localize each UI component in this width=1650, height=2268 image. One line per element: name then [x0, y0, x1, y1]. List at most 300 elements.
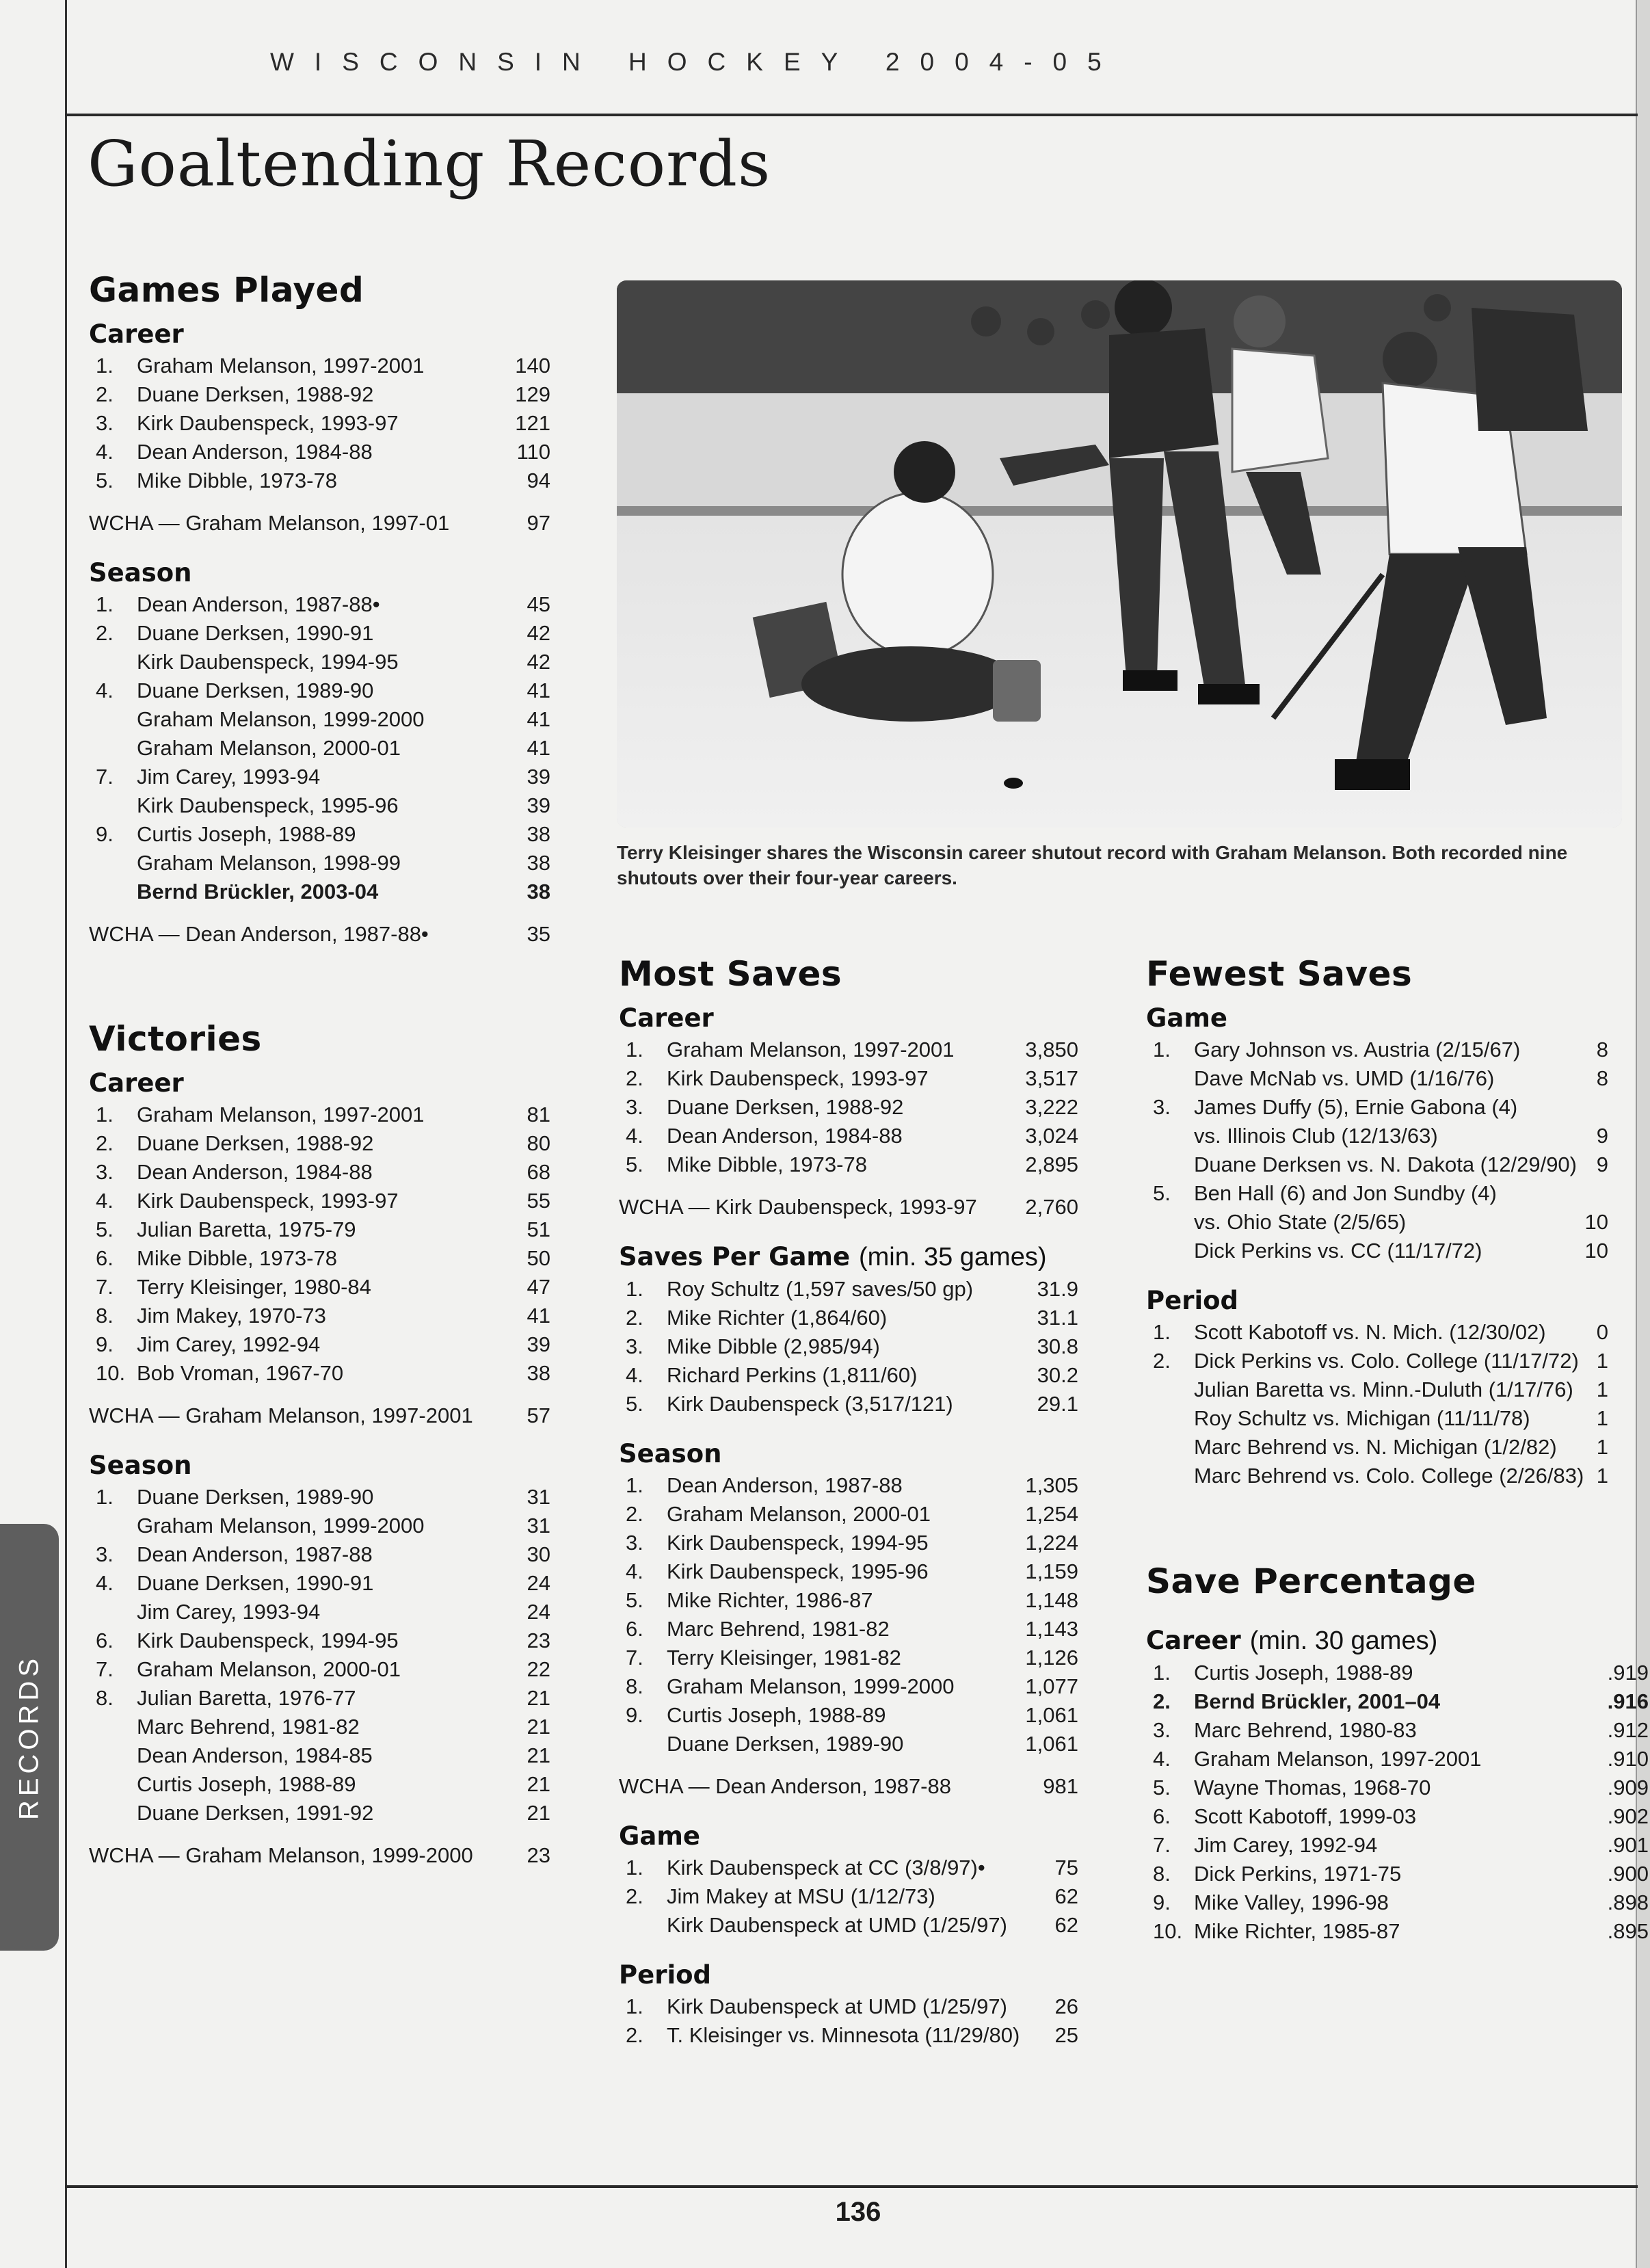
record-row	[1146, 1462, 1608, 1490]
record-rank: 2.	[626, 1502, 643, 1526]
record-row	[89, 1273, 550, 1302]
wcha-record-name: WCHA — Graham Melanson, 1997-2001	[89, 1403, 473, 1427]
subsection-heading: Period	[1146, 1286, 1239, 1315]
record-row	[89, 1569, 550, 1598]
record-name: Graham Melanson, 2000-01	[137, 736, 401, 760]
record-value: 3,222	[1025, 1095, 1078, 1119]
record-row	[89, 409, 550, 438]
record-rank: 6.	[96, 1629, 114, 1652]
record-value: 129	[515, 382, 550, 406]
record-row	[619, 1150, 1078, 1179]
record-rank: 2.	[1153, 1689, 1171, 1713]
record-value: 10	[1584, 1239, 1608, 1263]
record-row	[89, 590, 550, 619]
record-row	[1146, 1888, 1649, 1917]
record-name: Graham Melanson, 2000-01	[137, 1657, 401, 1681]
record-value: .909	[1607, 1776, 1649, 1799]
record-list	[1146, 1036, 1608, 1265]
record-list	[619, 1854, 1078, 1940]
record-row	[619, 1064, 1078, 1093]
record-rank: 2.	[626, 1306, 643, 1330]
record-name: Graham Melanson, 1997-2001	[1194, 1747, 1482, 1771]
record-name: Richard Perkins (1,811/60)	[667, 1363, 918, 1387]
record-rank: 3.	[96, 411, 114, 435]
record-row	[1146, 1208, 1608, 1237]
record-name: Marc Behrend, 1980-83	[1194, 1718, 1417, 1742]
record-rank: 4.	[96, 1571, 114, 1595]
record-name: Gary Johnson vs. Austria (2/15/67)	[1194, 1038, 1521, 1062]
record-value: 1	[1596, 1406, 1608, 1430]
wcha-record-name: WCHA — Graham Melanson, 1997-01	[89, 511, 450, 535]
record-rank: 2.	[626, 1066, 643, 1090]
record-name: Julian Baretta, 1975-79	[137, 1217, 356, 1241]
wcha-record-row	[89, 509, 550, 538]
record-rank: 1.	[1153, 1320, 1171, 1344]
record-value: 47	[527, 1275, 550, 1299]
record-rank: 8.	[96, 1686, 114, 1710]
side-tab	[0, 1524, 59, 1951]
record-row	[89, 1713, 550, 1741]
record-name: Kirk Daubenspeck, 1993-97	[137, 411, 399, 435]
record-value: 9	[1596, 1152, 1608, 1176]
record-row	[1146, 1122, 1608, 1150]
record-rank: 2.	[626, 1884, 643, 1908]
record-list	[619, 1036, 1078, 1222]
record-name: Duane Derksen, 1988-92	[137, 1131, 374, 1155]
wcha-record-name: WCHA — Graham Melanson, 1999-2000	[89, 1843, 473, 1867]
record-value: 42	[527, 650, 550, 674]
record-name: Graham Melanson, 1997-2001	[137, 354, 425, 378]
record-name: Mike Dibble (2,985/94)	[667, 1334, 880, 1358]
record-value: 21	[527, 1772, 550, 1796]
record-row	[89, 466, 550, 495]
record-row	[89, 878, 550, 906]
record-name: Dick Perkins vs. Colo. College (11/17/72)	[1194, 1349, 1579, 1373]
record-list	[89, 352, 550, 538]
record-rank: 10.	[1153, 1919, 1183, 1943]
record-value: 121	[515, 411, 550, 435]
record-rank: 1.	[626, 1856, 643, 1880]
record-value: 80	[527, 1131, 550, 1155]
record-name: Kirk Daubenspeck, 1994-95	[137, 1629, 399, 1652]
record-value: .898	[1607, 1890, 1649, 1914]
record-rank: 1.	[626, 1994, 643, 2018]
record-name: Ben Hall (6) and Jon Sundby (4)	[1194, 1181, 1497, 1205]
record-value: 23	[527, 1629, 550, 1652]
victories-section	[89, 1019, 550, 1870]
record-row	[1146, 1064, 1608, 1093]
record-name: Kirk Daubenspeck, 1993-97	[667, 1066, 929, 1090]
record-row	[89, 1100, 550, 1129]
record-name: Graham Melanson, 1999-2000	[137, 1514, 425, 1538]
record-name: vs. Ohio State (2/5/65)	[1194, 1210, 1407, 1234]
subsection-note: (min. 35 games)	[858, 1243, 1047, 1271]
record-name: Graham Melanson, 1999-2000	[137, 707, 425, 731]
record-name: Duane Derksen, 1990-91	[137, 1571, 374, 1595]
bottom-rule	[65, 2185, 1638, 2188]
record-name: Bernd Brückler, 2003-04	[137, 880, 379, 904]
wcha-record-value: 23	[527, 1843, 550, 1867]
record-value: 29.1	[1037, 1392, 1078, 1416]
record-name: Jim Carey, 1992-94	[1194, 1833, 1378, 1857]
record-name: Duane Derksen, 1990-91	[137, 621, 374, 645]
record-row	[619, 1332, 1078, 1361]
record-name: Julian Baretta, 1976-77	[137, 1686, 356, 1710]
record-name: Curtis Joseph, 1988-89	[667, 1703, 886, 1727]
record-name: Mike Richter, 1985-87	[1194, 1919, 1400, 1943]
record-rank: 3.	[96, 1160, 114, 1184]
record-rank: 5.	[626, 1588, 643, 1612]
record-row	[619, 1701, 1078, 1730]
subsection-heading: Season	[89, 558, 192, 588]
subsection-heading: Period	[619, 1960, 712, 1990]
record-rank: 2.	[626, 2023, 643, 2047]
record-value: 1	[1596, 1435, 1608, 1459]
record-row	[619, 1615, 1078, 1644]
record-name: James Duffy (5), Ernie Gabona (4)	[1194, 1095, 1518, 1119]
record-value: 41	[527, 678, 550, 702]
record-name: Marc Behrend, 1981-82	[667, 1617, 890, 1641]
record-value: 1	[1596, 1377, 1608, 1401]
record-value: 140	[515, 354, 550, 378]
record-rank: 7.	[96, 765, 114, 789]
record-value: 31.9	[1037, 1277, 1078, 1301]
record-value: 3,517	[1025, 1066, 1078, 1090]
record-value: 22	[527, 1657, 550, 1681]
record-rank: 6.	[1153, 1804, 1171, 1828]
wcha-record-value: 981	[1043, 1774, 1078, 1798]
wcha-record-value: 35	[527, 922, 550, 946]
record-row	[619, 1390, 1078, 1419]
record-row	[619, 1854, 1078, 1882]
wcha-record-row	[619, 1193, 1078, 1222]
record-list	[1146, 1659, 1649, 1946]
record-name: Terry Kleisinger, 1980-84	[137, 1275, 371, 1299]
record-value: 3,024	[1025, 1124, 1078, 1148]
page-number: 136	[835, 2197, 881, 2227]
record-rank: 3.	[1153, 1718, 1171, 1742]
subsection-heading: Game	[619, 1821, 700, 1851]
wcha-record-name: WCHA — Dean Anderson, 1987-88•	[89, 922, 429, 946]
record-rank: 5.	[96, 1217, 114, 1241]
record-name: Kirk Daubenspeck at CC (3/8/97)•	[667, 1856, 985, 1880]
record-row	[1146, 1802, 1649, 1831]
record-row	[89, 1302, 550, 1330]
record-row	[619, 1361, 1078, 1390]
record-value: 24	[527, 1600, 550, 1624]
record-name: Marc Behrend, 1981-82	[137, 1715, 360, 1739]
record-rank: 5.	[1153, 1776, 1171, 1799]
record-row	[619, 1529, 1078, 1557]
record-row	[89, 1512, 550, 1540]
record-value: 30	[527, 1542, 550, 1566]
record-name: Curtis Joseph, 1988-89	[137, 1772, 356, 1796]
record-value: 50	[527, 1246, 550, 1270]
record-row	[89, 791, 550, 820]
record-value: 38	[527, 822, 550, 846]
record-name: Dean Anderson, 1987-88	[137, 1542, 373, 1566]
record-value: .902	[1607, 1804, 1649, 1828]
record-row	[89, 1187, 550, 1215]
record-rank: 9.	[96, 822, 114, 846]
record-rank: 4.	[626, 1124, 643, 1148]
save-percentage-section	[1146, 1561, 1649, 1946]
record-row	[89, 705, 550, 734]
subsection-note: (min. 30 games)	[1249, 1626, 1438, 1655]
running-head: WISCONSIN HOCKEY 2004-05	[270, 48, 1122, 76]
record-list	[89, 590, 550, 949]
record-value: 31	[527, 1514, 550, 1538]
record-row	[89, 1330, 550, 1359]
record-name: Mike Dibble, 1973-78	[137, 469, 337, 492]
record-rank: 4.	[626, 1363, 643, 1387]
record-value: .912	[1607, 1718, 1649, 1742]
record-name: Graham Melanson, 1997-2001	[667, 1038, 955, 1062]
record-rank: 3.	[1153, 1095, 1171, 1119]
record-name: Terry Kleisinger, 1981-82	[667, 1646, 901, 1670]
record-value: 38	[527, 851, 550, 875]
record-row	[619, 1557, 1078, 1586]
most-saves-section	[619, 954, 1078, 2050]
record-value: 38	[527, 1361, 550, 1385]
record-value: 41	[527, 707, 550, 731]
record-rank: 3.	[96, 1542, 114, 1566]
record-value: .895	[1607, 1919, 1649, 1943]
record-row	[1146, 1433, 1608, 1462]
record-name: Roy Schultz (1,597 saves/50 gp)	[667, 1277, 974, 1301]
record-value: 1,254	[1025, 1502, 1078, 1526]
record-value: 1,305	[1025, 1473, 1078, 1497]
fewest-saves-section	[1146, 954, 1608, 1490]
record-name: Duane Derksen vs. N. Dakota (12/29/90)	[1194, 1152, 1577, 1176]
record-row	[89, 1770, 550, 1799]
record-list	[89, 1100, 550, 1430]
record-row	[89, 380, 550, 409]
record-rank: 1.	[626, 1277, 643, 1301]
record-rank: 1.	[1153, 1661, 1171, 1685]
side-tab-label: RECORDS	[14, 1654, 44, 1821]
games-played-section	[89, 270, 550, 949]
record-value: 21	[527, 1801, 550, 1825]
record-value: 39	[527, 793, 550, 817]
subsection-heading	[619, 1242, 1078, 1272]
record-list	[1146, 1318, 1608, 1490]
record-rank: 4.	[96, 678, 114, 702]
record-row	[619, 1882, 1078, 1911]
record-rank: 7.	[626, 1646, 643, 1670]
record-row	[1146, 1716, 1649, 1745]
record-value: 68	[527, 1160, 550, 1184]
record-rank: 7.	[1153, 1833, 1171, 1857]
record-name: Kirk Daubenspeck, 1994-95	[667, 1531, 929, 1555]
record-rank: 1.	[626, 1473, 643, 1497]
record-rank: 1.	[96, 1485, 114, 1509]
record-name: Duane Derksen, 1989-90	[137, 1485, 374, 1509]
record-row	[619, 1093, 1078, 1122]
record-row	[1146, 1237, 1608, 1265]
record-row	[619, 1911, 1078, 1940]
record-name: Duane Derksen, 1991-92	[137, 1801, 374, 1825]
record-rank: 3.	[626, 1095, 643, 1119]
record-name: Graham Melanson, 1998-99	[137, 851, 401, 875]
record-row	[1146, 1917, 1649, 1946]
record-value: .901	[1607, 1833, 1649, 1857]
record-value: 1,224	[1025, 1531, 1078, 1555]
record-row	[1146, 1318, 1608, 1347]
section-heading: Fewest Saves	[1146, 954, 1413, 994]
record-name: Kirk Daubenspeck (3,517/121)	[667, 1392, 953, 1416]
record-row	[1146, 1687, 1649, 1716]
record-value: 21	[527, 1686, 550, 1710]
record-value: .910	[1607, 1747, 1649, 1771]
wcha-record-row	[89, 1401, 550, 1430]
subsection-heading: Season	[89, 1451, 192, 1480]
record-rank: 4.	[96, 1189, 114, 1213]
record-value: 39	[527, 765, 550, 789]
record-value: 41	[527, 736, 550, 760]
wcha-record-value: 97	[527, 511, 550, 535]
record-rank: 5.	[626, 1152, 643, 1176]
record-value: 1,159	[1025, 1559, 1078, 1583]
record-rank: 9.	[96, 1332, 114, 1356]
record-value: .916	[1607, 1689, 1649, 1713]
record-name: T. Kleisinger vs. Minnesota (11/29/80)	[667, 2023, 1020, 2047]
record-value: 21	[527, 1715, 550, 1739]
record-rank: 4.	[1153, 1747, 1171, 1771]
record-rank: 5.	[96, 469, 114, 492]
record-rank: 8.	[626, 1674, 643, 1698]
record-name: Roy Schultz vs. Michigan (11/11/78)	[1194, 1406, 1530, 1430]
record-rank: 1.	[626, 1038, 643, 1062]
record-row	[89, 820, 550, 849]
record-name: Jim Carey, 1993-94	[137, 1600, 321, 1624]
left-margin-rule	[65, 0, 67, 2268]
record-name: Dean Anderson, 1987-88	[667, 1473, 903, 1497]
record-row	[619, 1644, 1078, 1672]
record-row	[89, 676, 550, 705]
record-row	[89, 1158, 550, 1187]
record-name: Julian Baretta vs. Minn.-Duluth (1/17/76)	[1194, 1377, 1573, 1401]
record-rank: 3.	[626, 1334, 643, 1358]
record-value: 38	[527, 880, 550, 904]
record-row	[619, 1672, 1078, 1701]
record-row	[1146, 1773, 1649, 1802]
record-name: Wayne Thomas, 1968-70	[1194, 1776, 1431, 1799]
record-name: Graham Melanson, 1999-2000	[667, 1674, 955, 1698]
record-name: Graham Melanson, 2000-01	[667, 1502, 931, 1526]
record-row	[89, 1684, 550, 1713]
record-row	[1146, 1179, 1608, 1208]
subsection-heading: Career	[619, 1003, 714, 1033]
record-name: Kirk Daubenspeck at UMD (1/25/97)	[667, 1994, 1007, 2018]
record-list	[619, 1992, 1078, 2050]
record-name: Dean Anderson, 1984-88	[667, 1124, 903, 1148]
top-rule	[65, 114, 1638, 116]
record-rank: 1.	[1153, 1038, 1171, 1062]
wcha-record-name: WCHA — Kirk Daubenspeck, 1993-97	[619, 1195, 977, 1219]
record-name: Dean Anderson, 1984-88	[137, 1160, 373, 1184]
record-row	[89, 763, 550, 791]
record-list	[619, 1471, 1078, 1801]
record-name: Jim Carey, 1993-94	[137, 765, 321, 789]
record-name: Jim Makey, 1970-73	[137, 1304, 326, 1328]
subsection-heading: Season	[619, 1439, 722, 1468]
record-name: Bernd Brückler, 2001–04	[1194, 1689, 1441, 1713]
record-row	[619, 1036, 1078, 1064]
record-value: 3,850	[1025, 1038, 1078, 1062]
record-row	[89, 1799, 550, 1828]
record-value: 0	[1596, 1320, 1608, 1344]
record-name: Scott Kabotoff vs. N. Mich. (12/30/02)	[1194, 1320, 1546, 1344]
record-name: Mike Richter (1,864/60)	[667, 1306, 888, 1330]
record-value: 42	[527, 621, 550, 645]
record-row	[1146, 1745, 1649, 1773]
record-rank: 1.	[96, 354, 114, 378]
record-list	[619, 1275, 1078, 1419]
record-row	[619, 1275, 1078, 1304]
record-name: Kirk Daubenspeck, 1994-95	[137, 650, 399, 674]
subsection-heading	[1146, 1626, 1649, 1656]
record-value: 21	[527, 1743, 550, 1767]
record-value: 45	[527, 592, 550, 616]
record-name: Duane Derksen, 1988-92	[137, 382, 374, 406]
record-rank: 2.	[1153, 1349, 1171, 1373]
record-value: .900	[1607, 1862, 1649, 1886]
photo-caption: Terry Kleisinger shares the Wisconsin career shutout record with Graham Melanson. Both recorded nine shutouts over their four-year careers.	[617, 842, 1568, 888]
record-name: Dave McNab vs. UMD (1/16/76)	[1194, 1066, 1495, 1090]
record-name: Mike Richter, 1986-87	[667, 1588, 873, 1612]
record-row	[619, 2021, 1078, 2050]
record-list	[89, 1483, 550, 1870]
record-rank: 6.	[626, 1617, 643, 1641]
record-row	[619, 1586, 1078, 1615]
record-name: Mike Valley, 1996-98	[1194, 1890, 1389, 1914]
record-name: Graham Melanson, 1997-2001	[137, 1103, 425, 1126]
record-row	[89, 1598, 550, 1626]
page-title: Goaltending Records	[88, 127, 771, 200]
section-heading: Save Percentage	[1146, 1561, 1476, 1601]
hockey-photo	[617, 280, 1622, 828]
record-value: 26	[1054, 1994, 1078, 2018]
record-row	[89, 1483, 550, 1512]
record-rank: 2.	[96, 382, 114, 406]
record-rank: 2.	[96, 621, 114, 645]
record-value: 9	[1596, 1124, 1608, 1148]
record-rank: 2.	[96, 1131, 114, 1155]
record-row	[619, 1500, 1078, 1529]
record-name: Dick Perkins, 1971-75	[1194, 1862, 1402, 1886]
record-rank: 8.	[96, 1304, 114, 1328]
wcha-record-name: WCHA — Dean Anderson, 1987-88	[619, 1774, 951, 1798]
record-row	[619, 1122, 1078, 1150]
record-value: 39	[527, 1332, 550, 1356]
record-value: .919	[1607, 1661, 1649, 1685]
record-name: Kirk Daubenspeck at UMD (1/25/97)	[667, 1913, 1007, 1937]
record-value: 94	[527, 469, 550, 492]
record-rank: 10.	[96, 1361, 126, 1385]
record-row	[1146, 1404, 1608, 1433]
hockey-photo-image	[617, 280, 1622, 828]
record-row	[1146, 1659, 1649, 1687]
record-name: Marc Behrend vs. Colo. College (2/26/83)	[1194, 1464, 1584, 1488]
record-value: 10	[1584, 1210, 1608, 1234]
record-value: 51	[527, 1217, 550, 1241]
record-value: 31	[527, 1485, 550, 1509]
section-heading: Most Saves	[619, 954, 842, 994]
record-name: Jim Makey at MSU (1/12/73)	[667, 1884, 935, 1908]
record-rank: 4.	[96, 440, 114, 464]
section-heading: Games Played	[89, 270, 364, 310]
